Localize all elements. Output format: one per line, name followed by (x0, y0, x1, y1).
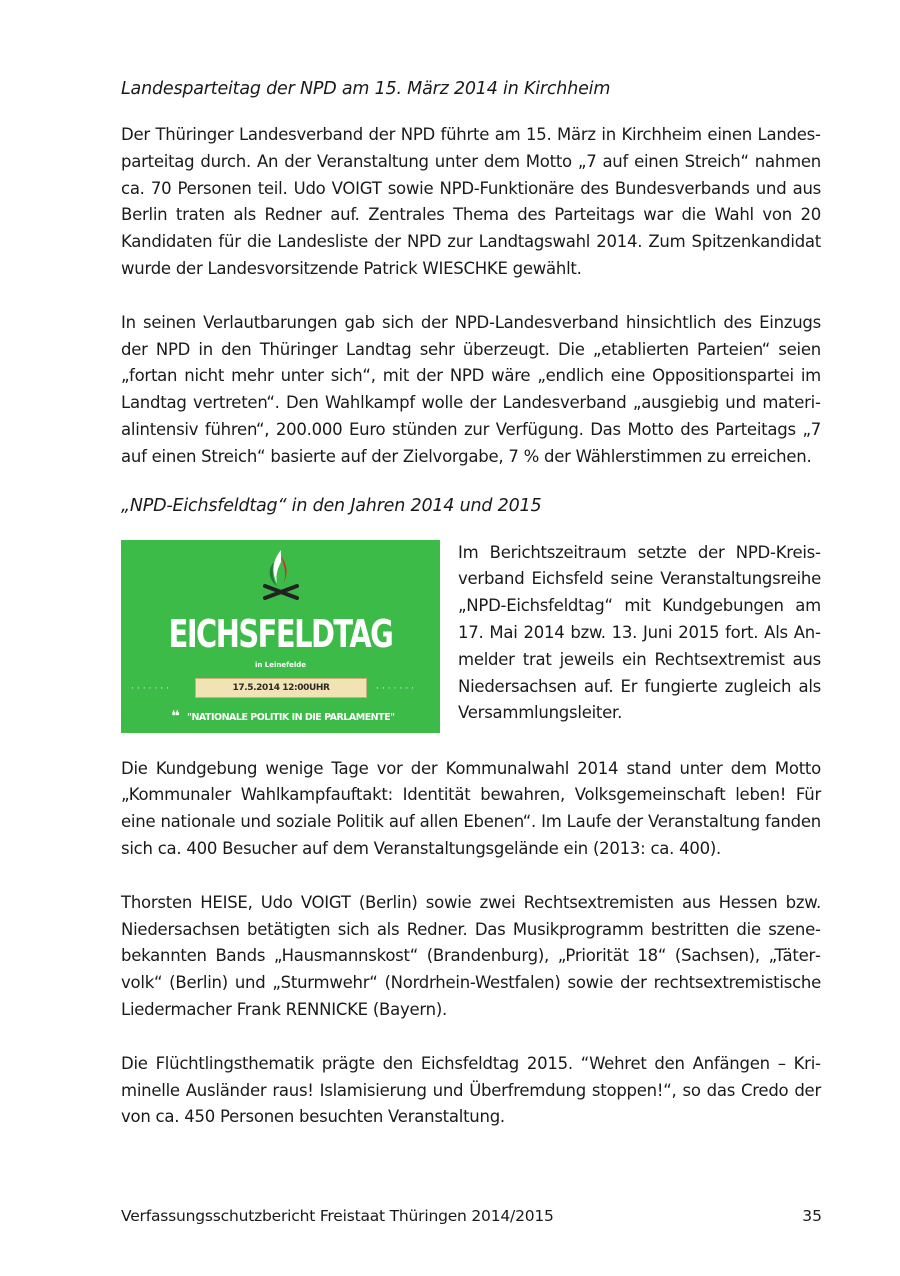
footer-page-number: 35 (802, 1207, 822, 1225)
section-heading-landesparteitag: Landesparteitag der NPD am 15. März 2014 in Kirchheim (121, 79, 611, 99)
page-content (121, 76, 821, 1158)
banner-slogan: "NATIONALE POLITIK IN DIE PARLAMENTE" (187, 711, 395, 723)
banner-dots-right: ······· (376, 683, 418, 694)
banner-subtitle: in Leinefelde (254, 660, 307, 669)
paragraph-eichsfeldtag-1: Die Kundgebung wenige Tage vor der Kommunalwahl 2014 stand unter dem Motto „Kommunaler Wahlkampfauftakt: Identität bewahren, Volksgemeinschaft leben! Für eine nationale und soziale Politik auf allen Ebenen“. Im Laufe der Veranstaltung fanden sich ca. 400 Besucher auf dem Veranstaltungsgelände ein (2013: ca. 400). (121, 758, 821, 858)
paragraph-eichsfeldtag-3: Die Flüchtlingsthematik prägte den Eichsfeldtag 2015. “Wehret den Anfängen – Kriminelle Ausländer raus! Islamisierung und Überfremdung stoppen!“, so das Credo der von ca. 450 Personen besuchten Veranstaltung. (121, 1053, 821, 1127)
quote-icon: ❝ (171, 706, 180, 725)
banner-title: EICHSFELDTAG (168, 611, 393, 656)
banner-dots-left: ······· (131, 683, 173, 694)
eichsfeldtag-figure-block (121, 540, 821, 738)
paragraph-eichsfeldtag-intro: Im Berichtszeitraum setzte der NPD-Kreisverband Eichsfeld seine Veranstaltungsreihe „NPD-Eichsfeldtag“ mit Kundgebungen am 17. Mai 2014 bzw. 13. Juni 2015 fort. Als Anmelder trat jeweils ein Rechtsextremist aus Niedersachsen auf. Er fungierte zugleich als Versammlungsleiter. (458, 542, 821, 723)
banner-date-ribbon: 17.5.2014 12:00UHR (195, 678, 367, 698)
paragraph-eichsfeldtag-2: Thorsten HEISE, Udo VOIGT (Berlin) sowie zwei Rechtsextremisten aus Hessen bzw. Niedersachsen betätigten sich als Redner. Das Musikprogramm bestritten die szenebekannten Bands „Hausmannskost“ (Brandenburg), „Priorität 18“ (Sachsen), „Tätervolk“ (Berlin) und „Sturmwehr“ (Nordrhein-Westfalen) sowie der rechtsextremistische Liedermacher Frank RENNICKE (Bayern). (121, 892, 821, 1019)
footer-report-title: Verfassungsschutzbericht Freistaat Thüringen 2014/2015 (121, 1207, 554, 1225)
paragraph-landesparteitag-2: In seinen Verlautbarungen gab sich der NPD-Landesverband hinsichtlich des Einzugs der NPD in den Thüringer Landtag sehr überzeugt. Die „etablierten Parteien“ seien „fortan nicht mehr unter sich“, mit der NPD wäre „endlich eine Oppositionspartei im Landtag vertreten“. Den Wahlkampf wolle der Landesverband „ausgiebig und materialintensiv führen“, 200.000 Euro stünden zur Verfügung. Das Motto des Parteitags „7 auf einen Streich“ basierte auf der Zielvorgabe, 7 % der Wählerstimmen zu erreichen. (121, 312, 821, 466)
section-heading-eichsfeldtag: „NPD-Eichsfeldtag“ in den Jahren 2014 und 2015 (121, 495, 542, 516)
flame-logo-icon (257, 548, 305, 600)
eichsfeldtag-banner-image (121, 540, 440, 733)
paragraph-landesparteitag-1: Der Thüringer Landesverband der NPD führte am 15. März in Kirchheim einen Landesparteitag durch. An der Veranstaltung unter dem Motto „7 auf einen Streich“ nahmen ca. 70 Personen teil. Udo VOIGT sowie NPD-Funktionäre des Bundesverbands und aus Berlin traten als Redner auf. Zentrales Thema des Parteitags war die Wahl von 20 Kandidaten für die Landesliste der NPD zur Landtagswahl 2014. Zum Spitzenkandidat wurde der Landesvorsitzende Patrick WIESCHKE gewählt. (121, 125, 821, 278)
